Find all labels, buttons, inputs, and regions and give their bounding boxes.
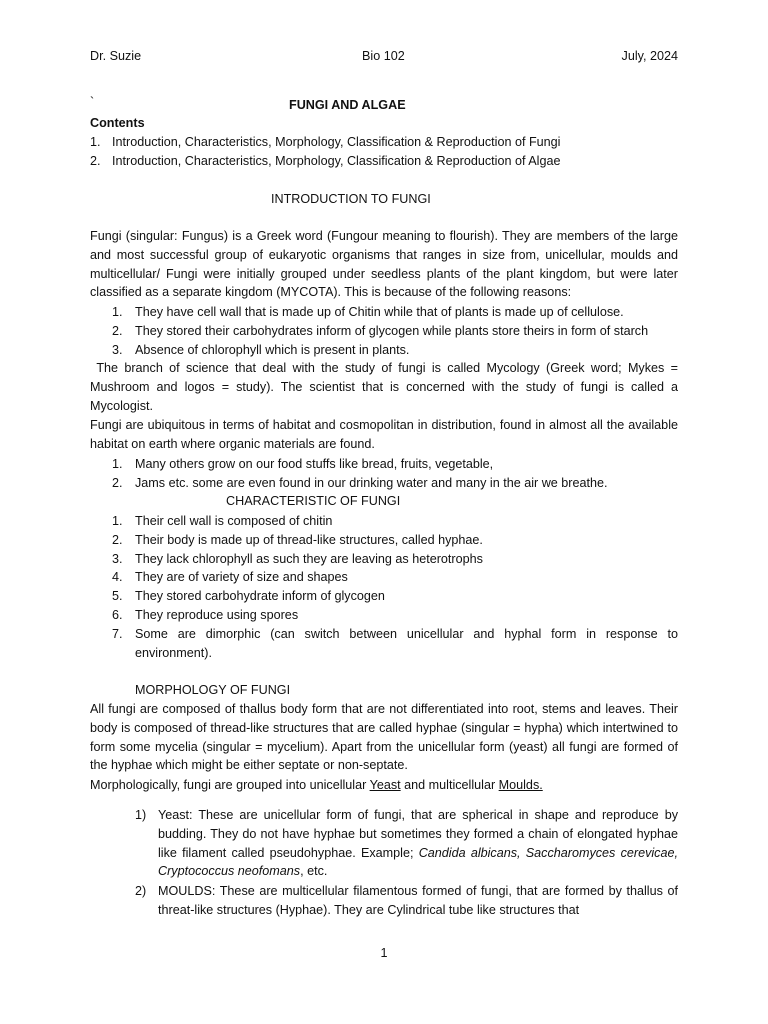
yeast-item [135,806,680,881]
list-item [90,455,690,474]
list-item-text: They reproduce using spores [135,607,299,622]
yeast-text: Yeast: These are unicellular form of fungi, that are spherical in shape and reproduce by budding. They do not have hyphae but sometimes they formed a chain of elongated hyphae like filament called pseudohyphae. Example; [158,808,678,860]
intro-heading: INTRODUCTION TO FUNGI [271,192,431,206]
page-number: 1 [380,946,388,960]
list-item [90,303,690,322]
list-item-number: 1. [112,457,123,471]
groups-text: and multicellular [400,778,499,792]
list-item-number: 6. [112,607,123,622]
contents-list [90,133,690,171]
header-course: Bio 102 [362,49,405,63]
habitat-paragraph: Fungi are ubiquitous in terms of habitat and cosmopolitan in distribution, found in almost all the available habitat on earth where organic materials are found. [90,418,678,451]
characteristics-list [90,512,690,663]
list-item-text: Their body is made up of thread-like structures, called hyphae. [135,532,483,547]
header-author: Dr. Suzie [90,49,142,63]
list-item-text: They are of variety of size and shapes [135,570,348,585]
list-item [90,625,690,663]
list-item [90,322,690,341]
list-item-text: Many others grow on our food stuffs like bread, fruits, vegetable, [135,457,494,471]
list-item-number: 1. [112,514,123,528]
page-header [90,47,678,65]
contents-item-text: Introduction, Characteristics, Morphology, Classification & Reproduction of Fungi [112,135,561,149]
list-item-text: They stored their carbohydrates inform of glycogen while plants store theirs in form of starch [135,324,649,338]
list-item [90,341,690,360]
list-item-number: 2. [112,532,123,547]
contents-item-text: Introduction, Characteristics, Morphology, Classification & Reproduction of Algae [112,154,561,168]
list-item [90,474,690,493]
list-item [90,587,690,606]
contents-item-number: 1. [90,135,101,149]
list-item-text: Their cell wall is composed of chitin [135,514,333,528]
groups-text: Morphologically, fungi are grouped into unicellular [90,778,370,792]
list-item [90,512,690,531]
contents-heading: Contents [90,116,145,130]
morphology-groups-paragraph [90,776,543,795]
habitats-list [90,455,690,493]
list-item-number: 4. [112,570,123,585]
reasons-list [90,303,690,360]
list-item-number: 2. [112,324,123,338]
list-item-text: Some are dimorphic (can switch between unicellular and hyphal form in response to environment). [135,626,678,660]
stray-mark: ` [90,95,95,109]
list-item [90,568,690,587]
list-item-text: They have cell wall that is made up of Chitin while that of plants is made up of cellulose. [135,305,624,319]
list-item-text: Absence of chlorophyll which is present in plants. [135,343,410,357]
yeast-term: Yeast [369,778,401,792]
yeast-text-end: , etc. [300,864,328,879]
yeast-examples: Candida albicans, Saccharomyces cerevicae, Cryptococcus neofomans [158,845,678,879]
moulds-item [135,882,680,920]
list-item-number: 7. [112,626,123,641]
list-item-text: They lack chlorophyll as such they are leaving as heterotrophs [135,551,483,566]
mycology-paragraph: The branch of science that deal with the study of fungi is called Mycology (Greek word; Mykes = Mushroom and logos = study). The scientist that is concerned with the study of fungi is called a Mycologist. [90,361,682,413]
list-item-number: 2. [112,476,123,490]
list-item-number: 3. [112,551,123,566]
list-item-number: 1) [135,808,147,822]
contents-item [90,133,690,152]
contents-item-number: 2. [90,154,101,168]
characteristics-heading: CHARACTERISTIC OF FUNGI [226,494,401,508]
yeast-description [158,806,678,881]
document-title: FUNGI AND ALGAE [289,98,406,112]
list-item-number: 3. [112,343,123,357]
list-item-text: Jams etc. some are even found in our drinking water and many in the air we breathe. [135,476,608,490]
morphology-paragraph: All fungi are composed of thallus body form that are not differentiated into root, stems and leaves. Their body is composed of thread-like structures that are called hyphae (singular = hypha) which intertwined to form some mycelia (singular = mycelium). Apart from the unicellular form (yeast) all fungi are formed of the hyphae which might be either septate or non-septate. [90,702,678,773]
list-item [90,550,690,569]
list-item [90,606,690,625]
header-date: July, 2024 [621,49,678,63]
list-item-number: 2) [135,884,147,898]
contents-item [90,152,690,171]
list-item-text: They stored carbohydrate inform of glycogen [135,589,385,604]
intro-paragraph: Fungi (singular: Fungus) is a Greek word (Fungour meaning to flourish). They are members of the large and most successful group of eukaryotic organisms that ranges in size from, unicellular, moulds and multicellular/ Fungi were initially grouped under seedless plants of the plant kingdom, but were later classified as a separate kingdom (MYCOTA). This is because of the following reasons: [90,229,678,300]
list-item-number: 5. [112,589,123,604]
list-item [90,531,690,550]
morphology-heading: MORPHOLOGY OF FUNGI [135,683,291,697]
moulds-description: MOULDS: These are multicellular filamentous formed of fungi, that are formed by thallus of threat-like structures (Hyphae). They are Cylindrical tube like structures that [158,884,678,917]
list-item-number: 1. [112,305,123,319]
moulds-term: Moulds. [498,778,543,792]
